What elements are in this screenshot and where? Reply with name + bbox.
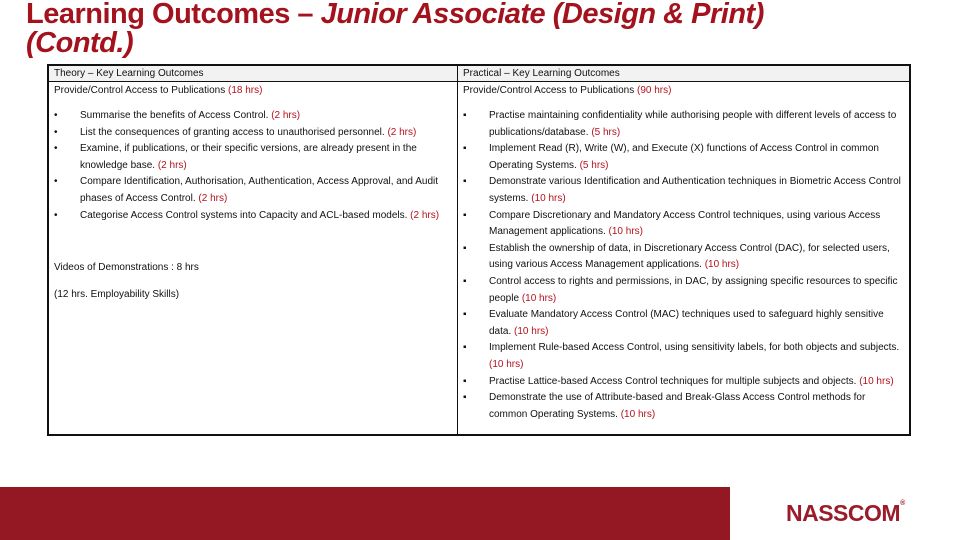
item-text: Evaluate Mandatory Access Control (MAC) techniques used to safeguard highly sensitive data. (489, 309, 884, 337)
bullet-icon: ▪ (463, 143, 467, 155)
list-item (458, 390, 909, 423)
theory-list (49, 108, 457, 224)
list-item (458, 141, 909, 174)
item-text: Implement Rule-based Access Control, using sensitivity labels, for both objects and subjects. (489, 342, 900, 354)
bullet-icon: • (54, 209, 58, 221)
practical-header: Practical – Key Learning Outcomes (458, 66, 909, 82)
item-hours: (2 hrs) (198, 192, 228, 204)
list-item (49, 174, 457, 207)
practical-subheader-text: Provide/Control Access to Publications (463, 85, 635, 96)
item-hours: (10 hrs) (514, 325, 549, 337)
list-item (49, 208, 457, 225)
list-item (458, 340, 909, 373)
page-title (26, 0, 826, 58)
theory-subheader (49, 82, 457, 99)
item-hours: (5 hrs) (579, 159, 609, 171)
list-item (458, 374, 909, 391)
practical-subheader (458, 82, 909, 99)
bullet-icon: ▪ (463, 209, 467, 221)
list-item (458, 174, 909, 207)
list-item (49, 108, 457, 125)
theory-header: Theory – Key Learning Outcomes (49, 66, 457, 82)
item-hours: (10 hrs) (608, 226, 643, 238)
list-item (49, 125, 457, 142)
practical-column (458, 66, 909, 434)
item-hours: (2 hrs) (157, 159, 187, 171)
bullet-icon: ▪ (463, 309, 467, 321)
bullet-icon: • (54, 126, 58, 138)
item-hours: (2 hrs) (271, 110, 301, 121)
title-italic: Junior Associate (Design & Print) (Contd.) (26, 0, 764, 59)
item-hours: (10 hrs) (620, 408, 656, 420)
bullet-icon: ▪ (463, 176, 467, 188)
outcomes-table (47, 64, 911, 436)
item-text: Compare Identification, Authorisation, Authentication, Access Approval, and Audit phases of Access Control. (80, 176, 439, 204)
list-item (458, 307, 909, 340)
item-text: Summarise the benefits of Access Control. (80, 110, 269, 121)
bullet-icon: ▪ (463, 375, 467, 387)
item-text: Establish the ownership of data, in Discretionary Access Control (DAC), for selected users, using various Access Management applications. (489, 242, 890, 271)
item-text: Practise Lattice-based Access Control techniques for multiple subjects and objects. (489, 375, 857, 387)
registered-mark: ® (900, 500, 905, 507)
bullet-icon: ▪ (463, 342, 467, 354)
list-item (458, 108, 909, 141)
theory-subheader-text: Provide/Control Access to Publications (54, 85, 226, 96)
item-hours: (10 hrs) (859, 375, 894, 387)
bullet-icon: ▪ (463, 275, 467, 287)
item-text: Control access to rights and permissions, in DAC, by assigning specific resources to specific people (489, 275, 898, 304)
item-text: Demonstrate various Identification and Authentication techniques in Biometric Access Control systems. (489, 176, 901, 204)
theory-hours: (18 hrs) (227, 85, 263, 96)
practical-list (458, 108, 909, 423)
title-main: Learning Outcomes – (26, 0, 321, 30)
item-hours: (2 hrs) (387, 126, 417, 138)
videos-note: Videos of Demonstrations : 8 hrs (54, 262, 199, 274)
bullet-icon: ▪ (463, 392, 467, 404)
item-text: Examine, if publications, or their specific versions, are already present in the knowledge base. (80, 143, 417, 171)
theory-column (49, 66, 458, 434)
list-item (458, 208, 909, 241)
item-text: Demonstrate the use of Attribute-based and Break-Glass Access Control methods for common Operating Systems. (489, 392, 866, 420)
logo-text: NASSCOM (786, 500, 901, 526)
list-item (49, 141, 457, 174)
bullet-icon: • (54, 143, 58, 155)
employability-note: (12 hrs. Employability Skills) (54, 289, 180, 301)
item-text: List the consequences of granting access to unauthorised personnel. (80, 126, 385, 138)
item-hours: (10 hrs) (521, 292, 557, 304)
nasscom-logo (786, 500, 905, 527)
practical-hours: (90 hrs) (636, 85, 672, 96)
item-text: Compare Discretionary and Mandatory Access Control techniques, using various Access Management applications. (489, 209, 881, 238)
bullet-icon: ▪ (463, 110, 467, 121)
footer-bar (0, 487, 730, 540)
item-hours: (5 hrs) (591, 126, 621, 138)
item-hours: (10 hrs) (704, 259, 740, 271)
item-hours: (10 hrs) (531, 192, 566, 204)
bullet-icon: • (54, 110, 58, 121)
bullet-icon: ▪ (463, 242, 467, 254)
list-item (458, 241, 909, 274)
bullet-icon: • (54, 176, 58, 188)
item-hours: (10 hrs) (489, 358, 524, 370)
item-text: Categorise Access Control systems into Capacity and ACL-based models. (80, 209, 408, 221)
item-text: Implement Read (R), Write (W), and Execute (X) functions of Access Control in common Operating Systems. (489, 143, 879, 171)
item-text: Practise maintaining confidentiality while authorising people with different levels of access to publications/database. (489, 110, 897, 138)
item-hours: (2 hrs) (410, 209, 440, 221)
list-item (458, 274, 909, 307)
